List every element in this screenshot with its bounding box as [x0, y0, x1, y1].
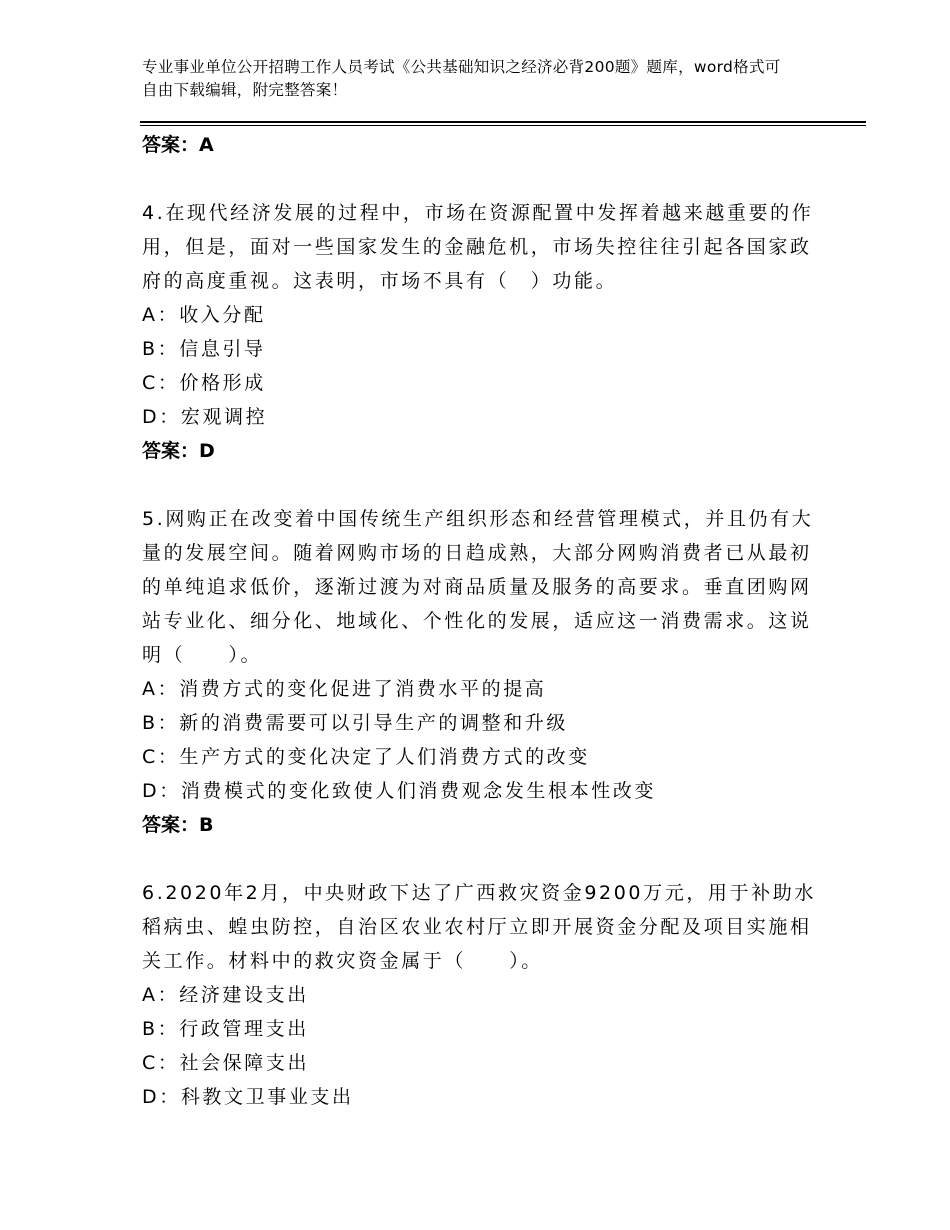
option-b: B：行政管理支出: [142, 1018, 309, 1040]
question-answer: 答案：B: [142, 814, 214, 836]
question-stem: 4.在现代经济发展的过程中，市场在资源配置中发挥着越来越重要的作用，但是，面对一些国家发生的金融危机，市场失控往往引起各国家政府的高度重视。这表明，市场不具有（ ）功能。: [142, 202, 814, 292]
option-c: C：生产方式的变化决定了人们消费方式的改变: [142, 746, 590, 768]
header-divider-thin: [140, 125, 866, 126]
header-divider-thick: [140, 121, 866, 123]
option-d: D：科教文卫事业支出: [142, 1086, 354, 1108]
option-d: D：宏观调控: [142, 406, 268, 428]
option-c: C：社会保障支出: [142, 1052, 310, 1074]
question-answer: 答案：D: [142, 440, 215, 462]
question-6: [142, 876, 822, 1114]
option-c: C：价格形成: [142, 372, 266, 394]
previous-answer: 答案：A: [142, 134, 214, 156]
option-d: D：消费模式的变化致使人们消费观念发生根本性改变: [142, 780, 657, 802]
option-a: A：经济建设支出: [142, 984, 309, 1006]
question-4: [142, 196, 822, 468]
page-header: 专业事业单位公开招聘工作人员考试《公共基础知识之经济必背200题》题库，word格式可自由下载编辑，附完整答案！: [142, 58, 781, 99]
option-a: A：收入分配: [142, 304, 266, 326]
question-stem: 6.2020年2月，中央财政下达了广西救灾资金9200万元，用于补助水稻病虫、蝗虫防控，自治区农业农村厅立即开展资金分配及项目实施相关工作。材料中的救灾资金属于（ ）。: [142, 882, 816, 972]
document-body: [142, 128, 822, 1114]
option-b: B：新的消费需要可以引导生产的调整和升级: [142, 712, 569, 734]
option-b: B：信息引导: [142, 338, 266, 360]
question-stem: 5.网购正在改变着中国传统生产组织形态和经营管理模式，并且仍有大量的发展空间。随着网购市场的日趋成熟，大部分网购消费者已从最初的单纯追求低价，逐渐过渡为对商品质量及服务的高要求。垂直团购网站专业化、细分化、地域化、个性化的发展，适应这一消费需求。这说明（ ）。: [142, 508, 814, 666]
option-a: A：消费方式的变化促进了消费水平的提高: [142, 678, 547, 700]
question-5: [142, 502, 822, 842]
